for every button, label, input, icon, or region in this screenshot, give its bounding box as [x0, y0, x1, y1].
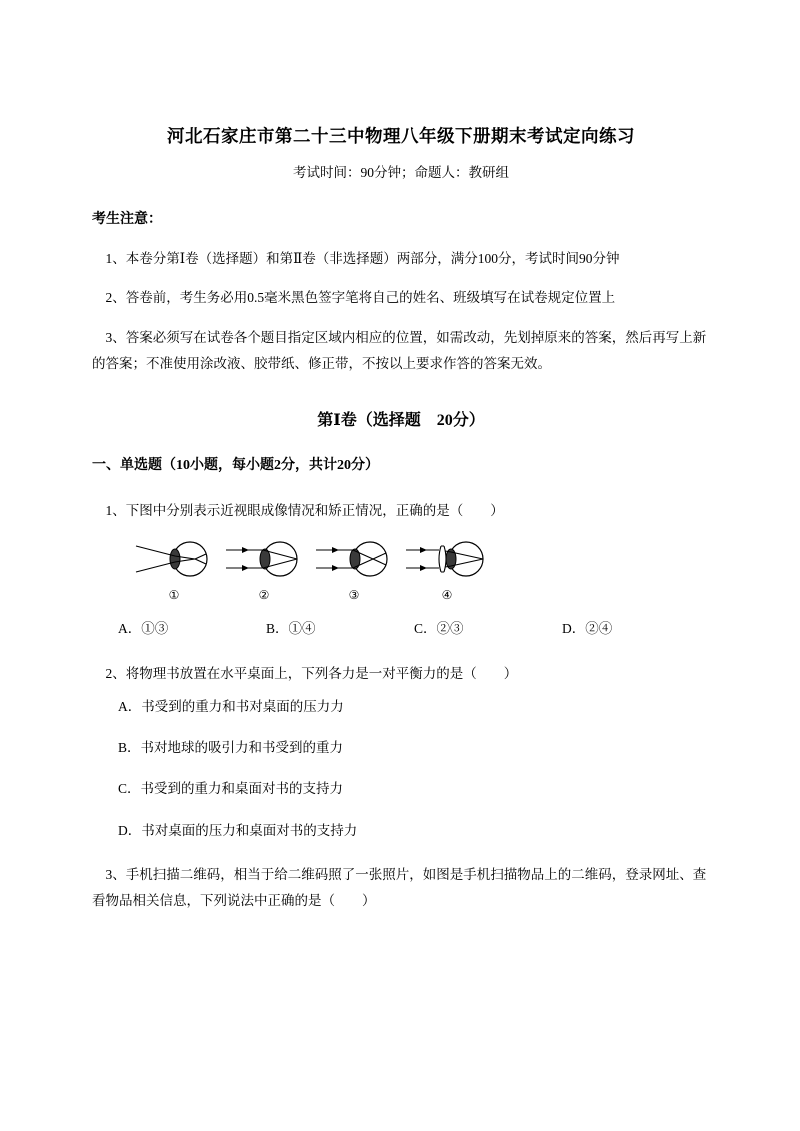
notice-item-2: 2、答卷前，考生务必用0.5毫米黑色签字笔将自己的姓名、班级填写在试卷规定位置上 [105, 290, 616, 306]
eye-diagram-1-drawing [134, 535, 214, 587]
eye-diagram-4-drawing [404, 535, 490, 587]
q2-option-d: D．书对桌面的压力和桌面对书的支持力 [118, 822, 358, 838]
page-title: 河北石家庄市第二十三中物理八年级下册期末考试定向练习 [167, 126, 635, 146]
eye-diagram-1 [134, 535, 214, 603]
question-2-options [118, 697, 710, 841]
figure-label-3: ③ [348, 587, 360, 602]
eye-diagram-3 [314, 535, 394, 603]
eye-diagram-4 [404, 535, 490, 603]
figure-label-4: ④ [441, 587, 453, 602]
notice-item-1: 1、本卷分第Ⅰ卷（选择题）和第Ⅱ卷（非选择题）两部分，满分100分，考试时间90分钟 [105, 251, 620, 266]
notice-item-3: 3、答案必须写在试卷各个题目指定区域内相应的位置，如需改动，先划掉原来的答案，然后再写上新的答案；不准使用涂改液、胶带纸、修正带，不按以上要求作答的答案无效。 [92, 329, 707, 371]
q1-option-c: C．②③ [414, 620, 464, 636]
figure-label-2: ② [258, 587, 270, 602]
q1-option-d: D．②④ [562, 620, 613, 636]
question-2-text: 2、将物理书放置在水平桌面上，下列各力是一对平衡力的是（ ） [105, 665, 518, 681]
question-1-options [118, 617, 710, 637]
figure-label-1: ① [168, 587, 180, 602]
q1-option-b: B．①④ [266, 620, 316, 636]
question-3-text: 3、手机扫描二维码，相当于给二维码照了一张照片，如图是手机扫描物品上的二维码，登录网址、查看物品相关信息，下列说法中正确的是（ ） [92, 866, 707, 909]
q2-option-c: C．书受到的重力和桌面对书的支持力 [118, 781, 344, 797]
exam-meta: 考试时间：90分钟；命题人：教研组 [293, 165, 509, 180]
eye-diagram-2-drawing [224, 535, 304, 587]
section-heading: 第Ⅰ卷（选择题 20分） [317, 412, 485, 430]
part-heading: 一、单选题（10小题，每小题2分，共计20分） [92, 458, 379, 474]
q2-option-a: A．书受到的重力和书对桌面的压力力 [118, 698, 344, 714]
question-1-figure [134, 535, 710, 603]
q2-option-b: B．书对地球的吸引力和书受到的重力 [118, 740, 344, 756]
eye-diagram-2 [224, 535, 304, 603]
q1-option-a: A．①③ [118, 620, 169, 636]
eye-diagram-3-drawing [314, 535, 394, 587]
question-1-text: 1、下图中分别表示近视眼成像情况和矫正情况，正确的是（ ） [105, 503, 504, 519]
notice-heading: 考生注意： [92, 212, 162, 227]
